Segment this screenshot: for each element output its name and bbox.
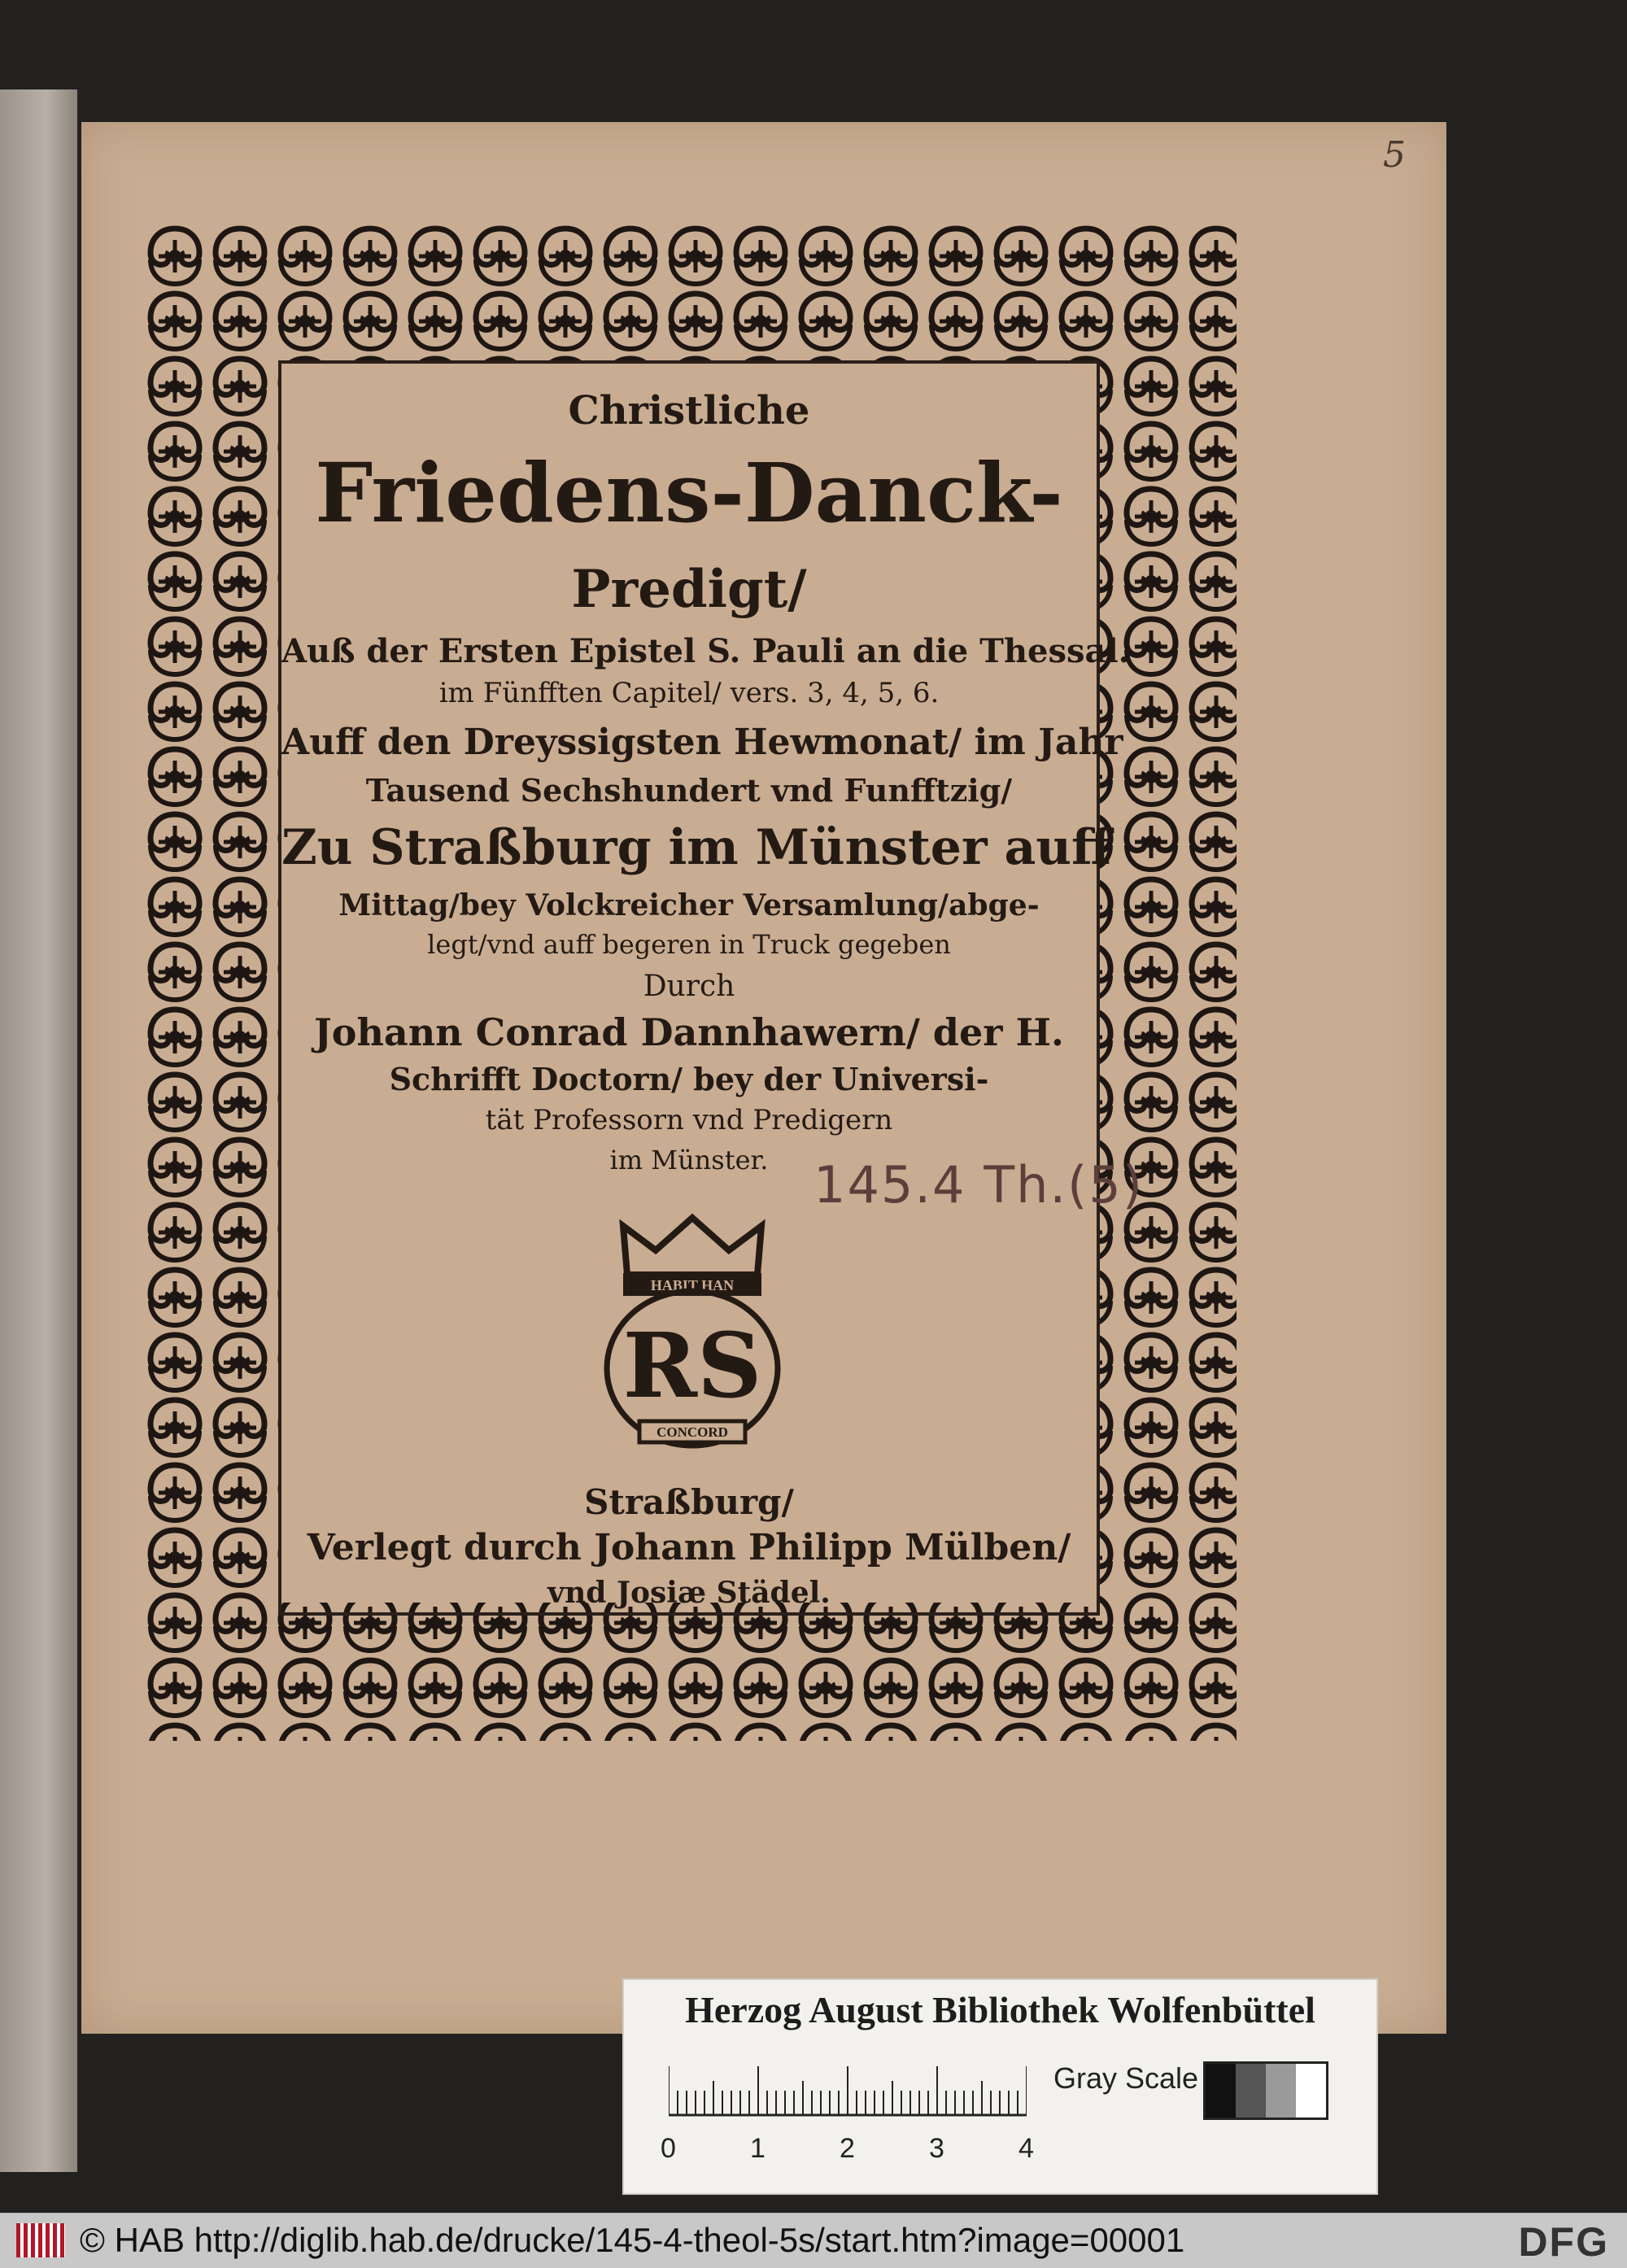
title-line-5: im Fünfften Capitel/ vers. 3, 4, 5, 6.: [438, 677, 940, 709]
folio-number: 5: [1383, 134, 1406, 176]
gray-patch-2: [1236, 2064, 1266, 2118]
previous-page-edge: [0, 89, 77, 2172]
ruler-number-4: 4: [1019, 2133, 1034, 2164]
seal-monogram: RS: [622, 1313, 762, 1418]
imprint-line-1: Straßburg/: [584, 1482, 794, 1522]
footer-bar: [0, 2213, 1627, 2268]
title-line-2: Friedens-Danck-: [315, 445, 1063, 541]
gray-scale-patches: [1203, 2061, 1328, 2120]
library-name: Herzog August Bibliothek Wolfenbüttel: [685, 1989, 1315, 2030]
footer-url-text[interactable]: © HAB http://diglib.hab.de/drucke/145-4-theol-5s/start.htm?image=00001: [80, 2221, 1185, 2259]
title-line-3: Predigt/: [571, 559, 807, 620]
title-line-13: Schrifft Doctorn/ bey der Universi-: [389, 1061, 989, 1097]
handwritten-shelfmark: 145.4 Th.(5): [814, 1155, 1144, 1215]
title-line-6: Auff den Dreyssigsten Hewmonat/ im Jahr: [281, 722, 1123, 763]
seal-banner-bottom: CONCORD: [656, 1424, 728, 1440]
ruler-number-2: 2: [840, 2133, 855, 2164]
seal-banner-top: HABIT HAN: [650, 1277, 735, 1293]
gray-scale-card: [622, 1978, 1378, 2195]
imprint-line-2: Verlegt durch Johann Philipp Mülben/: [307, 1527, 1071, 1568]
title-line-7: Tausend Sechshundert vnd Funfftzig/: [365, 772, 1013, 809]
ruler-number-0: 0: [661, 2133, 676, 2164]
title-line-11: Durch: [643, 970, 735, 1003]
dfg-logo: DFG: [1518, 2219, 1609, 2265]
gray-patch-3: [1266, 2064, 1296, 2118]
gray-scale-label: Gray Scale: [1053, 2061, 1199, 2095]
title-line-14: tät Professorn vnd Predigern: [485, 1104, 893, 1136]
ruler-number-1: 1: [750, 2133, 766, 2164]
title-frame: [278, 360, 1130, 1616]
gray-patch-1: [1206, 2064, 1236, 2118]
title-line-8: Zu Straßburg im Münster auff: [281, 819, 1112, 876]
hab-logo-icon: [16, 2223, 65, 2257]
ruler-number-3: 3: [929, 2133, 944, 2164]
title-line-12: Johann Conrad Dannhawern/ der H.: [314, 1010, 1064, 1054]
printer-device: [591, 1202, 794, 1465]
imprint-line-3: vnd Josiæ Städel.: [547, 1576, 831, 1610]
gray-patch-4: [1296, 2064, 1326, 2118]
title-line-4: Auß der Ersten Epistel S. Pauli an die Thessal.: [281, 632, 1130, 670]
title-line-10: legt/vnd auff begeren in Truck gegeben: [427, 929, 951, 960]
title-line-15: im Münster.: [609, 1145, 769, 1175]
ruler: [669, 2058, 1027, 2123]
title-line-1: Christliche: [568, 388, 810, 434]
title-line-9: Mittag/bey Volckreicher Versamlung/abge-: [338, 888, 1040, 922]
